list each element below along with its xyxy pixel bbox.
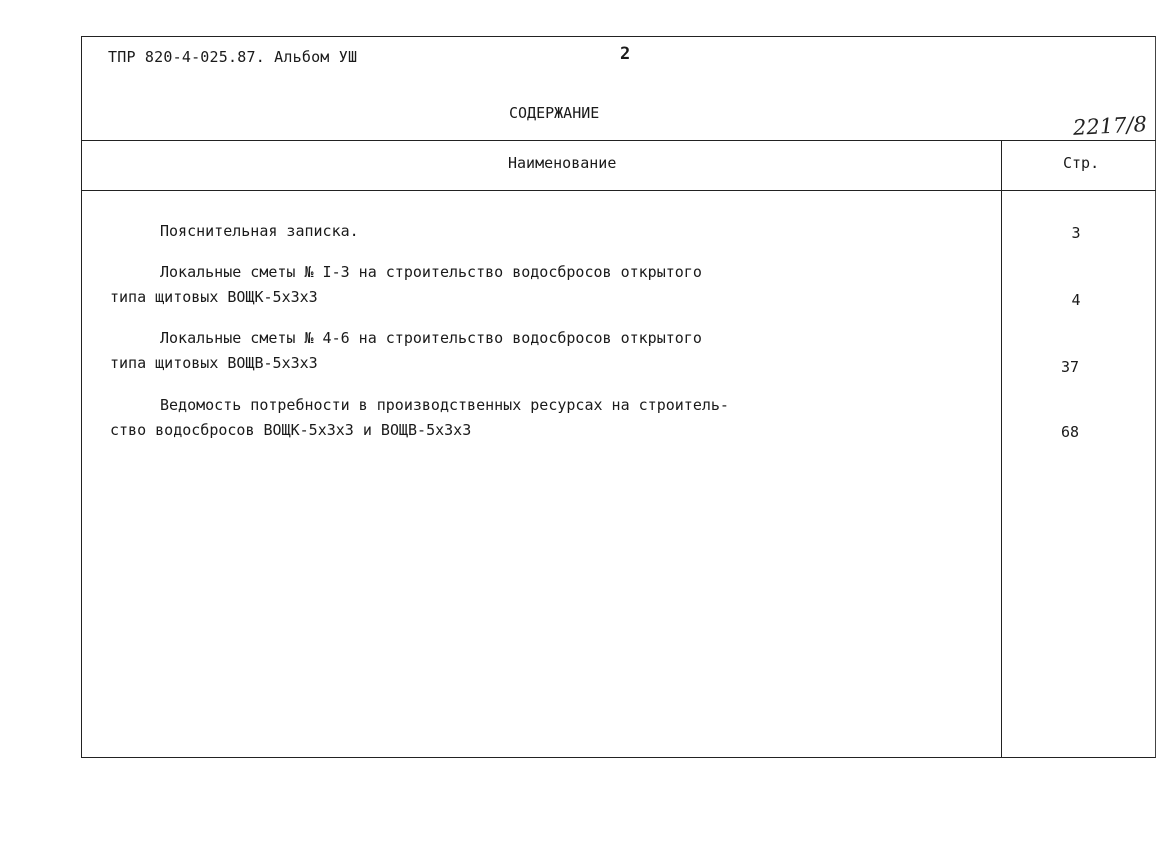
toc-entry-3-title-line1: Локальные сметы № 4-6 на строительство водосбросов открытого: [160, 329, 702, 347]
page-number: 2: [620, 44, 631, 64]
toc-entry-4-page: 68: [1060, 423, 1080, 441]
toc-entry-1-page: 3: [1071, 224, 1081, 242]
table-header-rule: [81, 190, 1156, 191]
page-title: СОДЕРЖАНИЕ: [509, 104, 600, 122]
table-top-rule: [81, 140, 1156, 141]
column-divider: [1001, 140, 1002, 758]
toc-entry-2-title-line2: типа щитовых ВОЩК-5х3х3: [110, 288, 318, 306]
toc-entry-3-title-line2: типа щитовых ВОЩВ-5х3х3: [110, 354, 318, 372]
document-code: ТПР 820-4-025.87. Альбом УШ: [108, 48, 358, 66]
handwritten-note: 2217/8: [1072, 112, 1148, 140]
toc-entry-3-page: 37: [1060, 358, 1080, 376]
toc-entry-4-title-line1: Ведомость потребности в производственных ресурсах на строитель-: [160, 396, 729, 414]
toc-entry-1-title: Пояснительная записка.: [160, 222, 359, 240]
toc-entry-2-page: 4: [1071, 291, 1081, 309]
toc-entry-2-title-line1: Локальные сметы № I-3 на строительство водосбросов открытого: [160, 263, 702, 281]
column-header-page: Стр.: [1063, 154, 1100, 172]
column-header-name: Наименование: [508, 154, 617, 172]
toc-entry-4-title-line2: ство водосбросов ВОЩК-5х3х3 и ВОЩВ-5х3х3: [110, 421, 472, 439]
